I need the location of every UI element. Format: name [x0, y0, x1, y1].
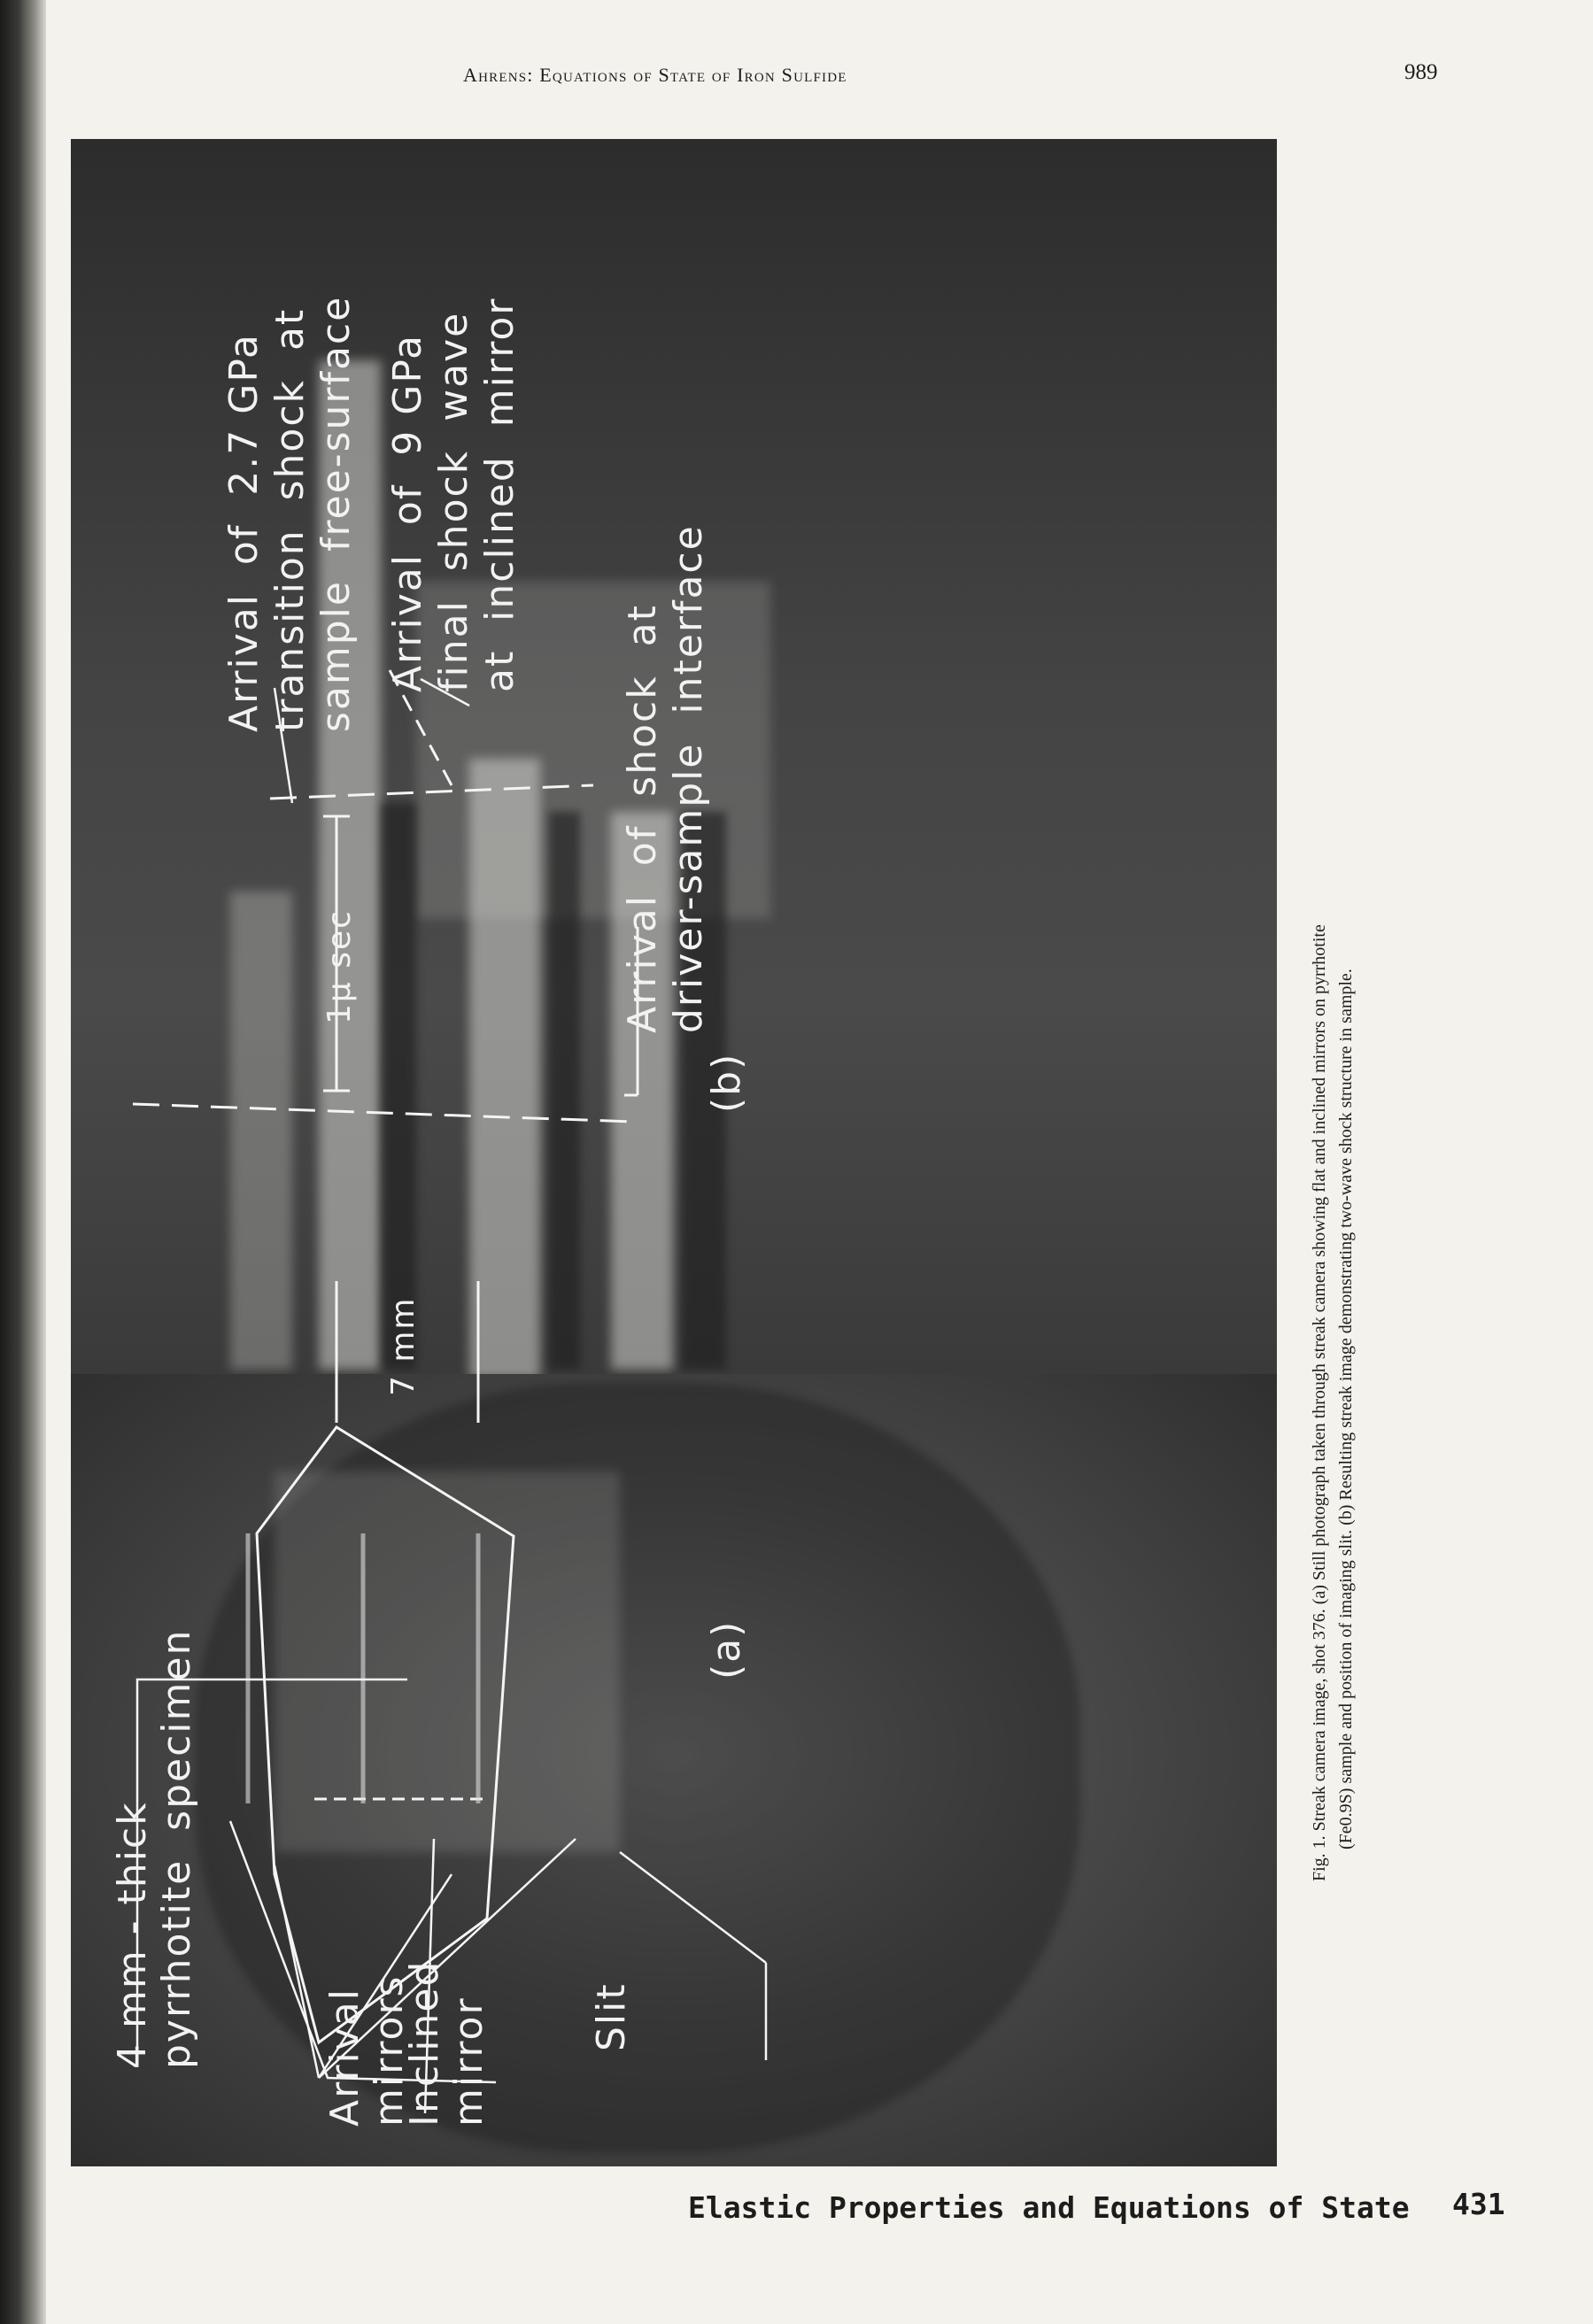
- specimen-label: 4 mm - thick pyrrhotite specimen: [110, 1628, 199, 2069]
- driver-interface-line: [133, 1104, 633, 1122]
- book-gutter-shadow: [0, 0, 46, 2324]
- specimen-outline: [257, 1427, 514, 2042]
- annotation-transition-shock: Arrival of 2.7 GPa transition shock at sample free-surface: [221, 295, 359, 732]
- footer-page-number: 431: [1452, 2187, 1505, 2221]
- annotation-final-shock: Arrival of 9 GPa final shock wave at inclined mirror: [385, 297, 522, 692]
- free-surface-line: [270, 785, 593, 799]
- length-scale-label: 7 mm: [385, 1296, 421, 1396]
- arrival-mirrors-label: Arrival mirrors: [322, 1974, 412, 2127]
- footer-title: Elastic Properties and Equations of State: [688, 2190, 1410, 2225]
- panel-b-label: (b): [704, 1052, 749, 1113]
- page-number: 989: [1404, 60, 1438, 84]
- figure-caption: [1306, 111, 1359, 1881]
- figure-plate: [71, 139, 1277, 2166]
- slit-label: Slit: [589, 1982, 634, 2051]
- caption-line-1: Fig. 1. Streak camera image, shot 376. (a) Still photograph taken through streak camera showing flat and inclined mirrors on pyrrhotite: [1310, 924, 1329, 1881]
- inclined-mirror-label: Inclined mirror: [402, 1959, 491, 2127]
- panel-a-label: (a): [704, 1619, 749, 1679]
- running-head: Ahrens: Equations of State of Iron Sulfide: [463, 64, 847, 86]
- time-scale-label: 1μ sec: [321, 909, 358, 1024]
- caption-line-2: (Fe0.9S) sample and position of imaging slit. (b) Resulting streak image demonstrating two-wave shock structure in sample.: [1336, 969, 1356, 1849]
- annotation-driver-interface: Arrival of shock at driver-sample interface: [620, 524, 711, 1033]
